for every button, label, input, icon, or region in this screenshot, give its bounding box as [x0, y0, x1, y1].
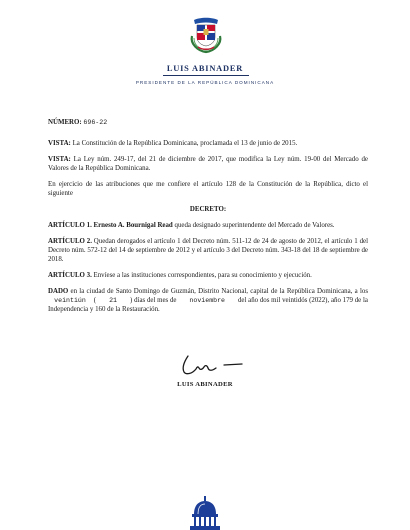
issuer-title: PRESIDENTE DE LA REPÚBLICA DOMINICANA	[135, 80, 275, 85]
decree-number	[48, 118, 368, 127]
dado-text-2: días del mes de	[134, 297, 179, 304]
dado-text-3: del año dos mil veintidós (2022), año 179 de la Independencia y 160 de la Restauración.	[48, 297, 368, 313]
header-divider	[163, 75, 249, 76]
number-label: NÚMERO:	[48, 119, 82, 126]
article-1-text: queda designado superintendente del Mercado de Valores.	[172, 222, 335, 229]
article-2-text: Quedan derogados el artículo 1 del Decreto núm. 511-12 de 24 de agosto de 2012, el artículo 1 del Decreto núm. 572-12 del 14 de septiembre de 2012 y el artículo 3 del Decreto núm. 343-18 del 18 de septiembre de 2018.	[48, 238, 368, 263]
article-1	[48, 221, 368, 230]
decree-body	[48, 118, 368, 321]
article-3	[48, 271, 368, 280]
article-3-label: ARTÍCULO 3.	[48, 272, 92, 279]
vista-1	[48, 139, 368, 148]
day-close: )	[130, 297, 135, 304]
day-number: 21	[109, 297, 117, 304]
article-1-appointee: Ernesto A. Bournigal Read	[91, 222, 173, 229]
article-1-label: ARTÍCULO 1.	[48, 222, 92, 229]
preamble: En ejercicio de las atribuciones que me confiere el artículo 128 de la Constitución de la República, dicto el siguiente	[48, 181, 368, 197]
national-palace-dome-icon	[185, 494, 225, 530]
vista-2	[48, 155, 368, 173]
dado-label: DADO	[48, 288, 69, 295]
number-value: 696-22	[83, 119, 108, 126]
day-open: (	[92, 297, 97, 304]
article-3-text: Envíese a las instituciones correspondientes, para su conocimiento y ejecución.	[91, 272, 312, 279]
vista-1-text: La Constitución de la República Dominicana, proclamada el 13 de junio de 2015.	[70, 140, 298, 147]
month-value: noviembre	[189, 297, 226, 304]
decree-heading: DECRETO:	[189, 206, 227, 213]
handwritten-signature	[172, 352, 262, 378]
dado-clause	[48, 287, 368, 314]
day-words: veintiún	[54, 297, 86, 304]
article-2-label: ARTÍCULO 2.	[48, 238, 92, 245]
dominican-coat-of-arms-icon	[186, 16, 226, 54]
vista-2-text: La Ley núm. 249-17, del 21 de diciembre de 2017, que modifica la Ley núm. 19-00 del Mercado de Valores de la República Dominicana.	[48, 156, 368, 172]
dado-text-1: en la ciudad de Santo Domingo de Guzmán, Distrito Nacional, capital de la República Dominicana, a los	[68, 288, 368, 295]
vista-2-label: VISTA:	[48, 156, 71, 163]
signer-name: LUIS ABINADER	[177, 381, 233, 388]
vista-1-label: VISTA:	[48, 140, 71, 147]
article-2	[48, 237, 368, 264]
issuer-name: LUIS ABINADER	[166, 64, 244, 73]
